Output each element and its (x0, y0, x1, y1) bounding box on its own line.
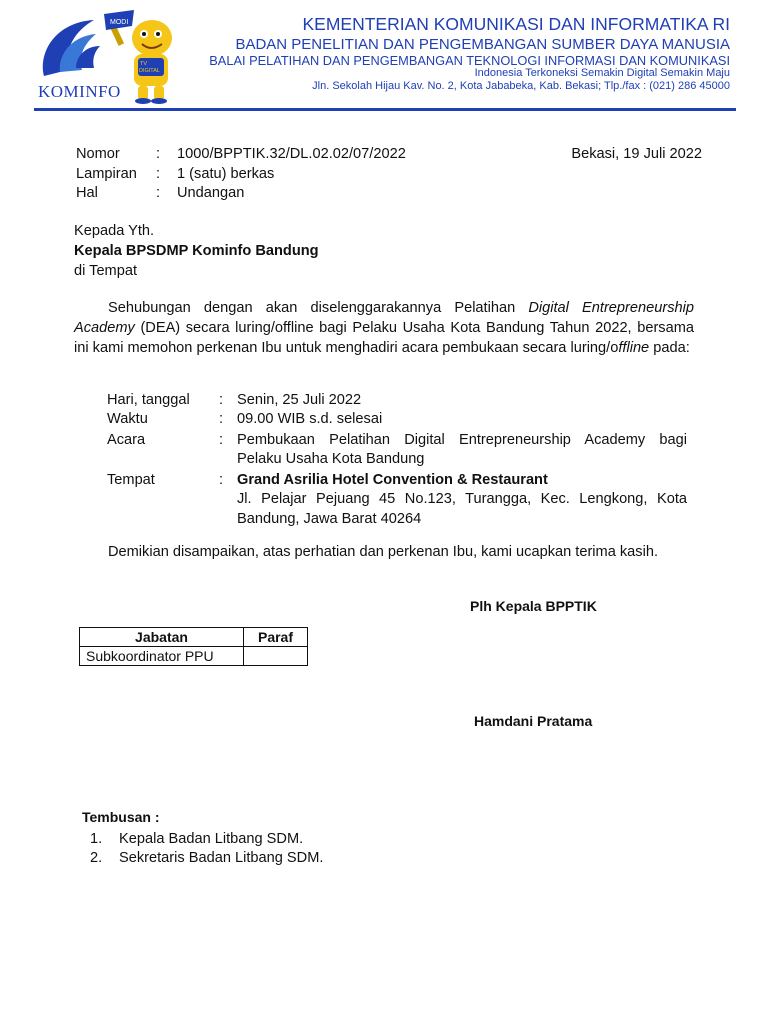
tempat-address-line1: Jl. Pelajar Pejuang 45 No.123, Turangga, Kec. Lengkong, Kota (237, 491, 687, 507)
signature-title: Plh Kepala BPPTIK (470, 598, 597, 614)
lampiran-value: 1 (satu) berkas (177, 166, 275, 182)
acara-value-line2: Pelaku Usaha Kota Bandung (237, 451, 425, 467)
nomor-value: 1000/BPPTIK.32/DL.02.02/07/2022 (177, 146, 406, 162)
table-row (80, 647, 308, 666)
intro-paragraph (74, 298, 694, 358)
place-date: Bekasi, 19 Juli 2022 (571, 146, 702, 162)
acara-value-line1: Pembukaan Pelatihan Digital Entrepreneurship Academy bagi (237, 432, 687, 448)
hal-label: Hal (76, 185, 98, 201)
paraf-cell-jabatan: Subkoordinator PPU (80, 647, 244, 666)
recipient-name: Kepala BPSDMP Kominfo Bandung (74, 243, 319, 259)
svg-text:DIGITAL: DIGITAL (139, 68, 160, 74)
tempat-label: Tempat (107, 472, 155, 488)
intro-program-name: Digital Entrepreneurship Academy (74, 300, 694, 336)
nomor-colon: : (156, 146, 161, 162)
waktu-label: Waktu (107, 411, 148, 427)
paraf-cell-paraf (244, 647, 308, 666)
header-institute: BALAI PELATIHAN DAN PENGEMBANGAN TEKNOLOGI INFORMASI DAN KOMUNIKASI (209, 53, 730, 68)
lampiran-colon: : (156, 166, 161, 182)
hari-colon: : (219, 392, 224, 408)
recipient-greeting: Kepada Yth. (74, 223, 155, 239)
closing-sentence: Demikian disampaikan, atas perhatian dan perkenan Ibu, kami ucapkan terima kasih. (108, 544, 659, 560)
acara-label: Acara (107, 432, 146, 448)
paraf-header-row (80, 628, 308, 647)
paraf-header-paraf: Paraf (244, 628, 308, 647)
intro-text-2: (DEA) secara luring/offline bagi Pelaku Usaha Kota Bandung Tahun 2022, bersama ini kami memohon perkenan Ibu untuk menghadiri acara pembukaan secara luring/o (74, 320, 694, 356)
waktu-colon: : (219, 411, 224, 427)
paraf-header-jabatan: Jabatan (80, 628, 244, 647)
tempat-address-line2: Bandung, Jawa Barat 40264 (237, 511, 422, 527)
tembusan-num-1: 1. (90, 831, 103, 847)
header-address: Jln. Sekolah Hijau Kav. No. 2, Kota Jababeka, Kab. Bekasi; Tlp./fax : (021) 286 45000 (312, 80, 730, 92)
header-tagline: Indonesia Terkoneksi Semakin Digital Semakin Maju (474, 67, 730, 79)
hal-colon: : (156, 185, 161, 201)
signature-name: Hamdani Pratama (474, 713, 593, 729)
intro-text-1: Sehubungan dengan akan diselenggarakannya Pelatihan (108, 300, 529, 316)
logo-wordmark: KOMINFO (38, 82, 121, 101)
hari-value: Senin, 25 Juli 2022 (237, 392, 362, 408)
tempat-colon: : (219, 472, 224, 488)
header-ministry: KEMENTERIAN KOMUNIKASI DAN INFORMATIKA RI (302, 14, 730, 34)
svg-text:TV: TV (140, 61, 148, 67)
recipient-place: di Tempat (74, 263, 138, 279)
waktu-value: 09.00 WIB s.d. selesai (237, 411, 383, 427)
hal-value: Undangan (177, 185, 245, 201)
tempat-name: Grand Asrilia Hotel Convention & Restaurant (237, 472, 548, 488)
hari-label: Hari, tanggal (107, 392, 190, 408)
header-divider (34, 108, 736, 111)
tembusan-item-2: Sekretaris Badan Litbang SDM. (119, 850, 324, 866)
lampiran-label: Lampiran (76, 166, 137, 182)
intro-offline-italic: ffline (618, 340, 650, 356)
svg-text:MODI: MODI (110, 19, 129, 26)
tembusan-num-2: 2. (90, 850, 103, 866)
acara-colon: : (219, 432, 224, 448)
tembusan-title: Tembusan : (82, 809, 160, 825)
intro-text-3: pada: (649, 340, 690, 356)
header-agency: BADAN PENELITIAN DAN PENGEMBANGAN SUMBER DAYA MANUSIA (235, 36, 730, 53)
tembusan-item-1: Kepala Badan Litbang SDM. (119, 831, 304, 847)
paraf-table (79, 627, 308, 666)
nomor-label: Nomor (76, 146, 120, 162)
